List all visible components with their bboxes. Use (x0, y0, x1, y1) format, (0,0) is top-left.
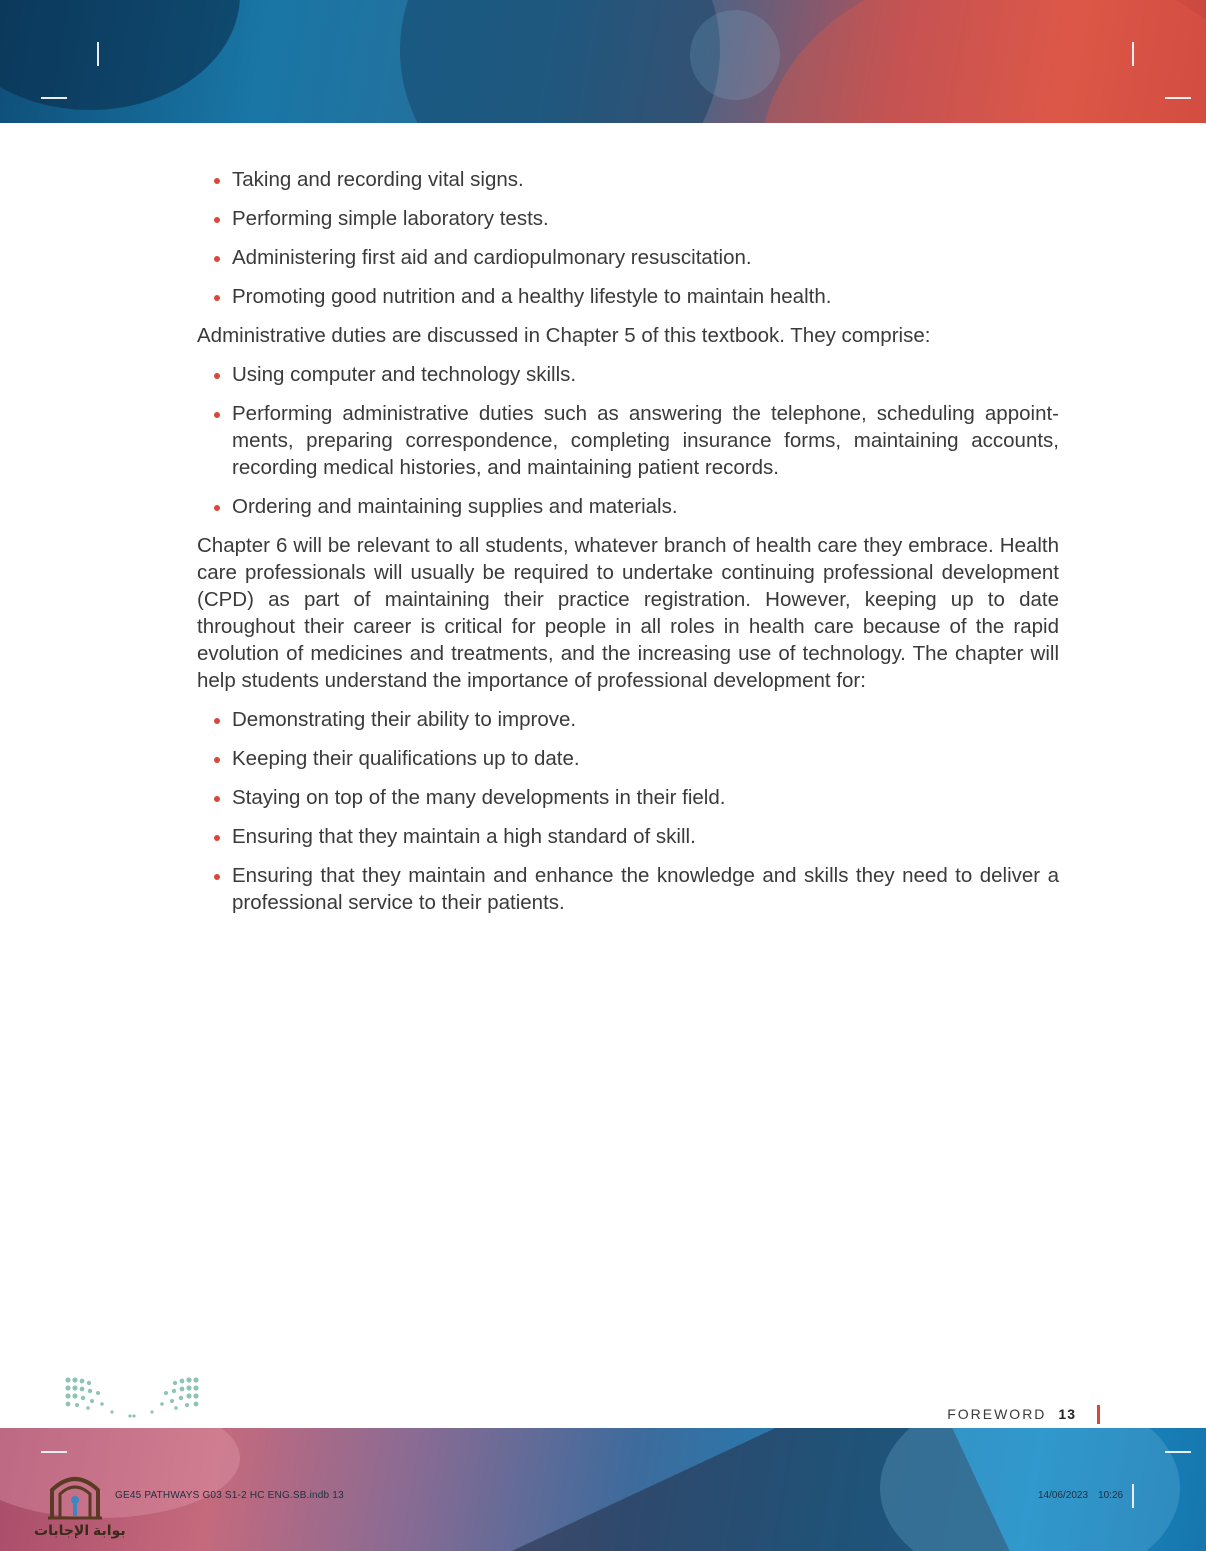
bullet-icon (214, 295, 220, 301)
list-item-text: Ensuring that they maintain and enhance the knowledge and skills they need to deliver a professional service to their patients. (232, 864, 1059, 914)
bullet-icon (214, 178, 220, 184)
bullet-icon (214, 217, 220, 223)
bullet-icon (214, 796, 220, 802)
bullet-icon (214, 718, 220, 724)
list-item (197, 745, 1059, 772)
list-item-text: Ensuring that they maintain a high standard of skill. (232, 825, 696, 848)
page-number: 13 (1058, 1406, 1076, 1422)
list-item (197, 823, 1059, 850)
file-slug: GE45 PATHWAYS G03 S1-2 HC ENG.SB.indb 13 (115, 1490, 344, 1501)
list-item (197, 244, 1059, 271)
crop-mark (1165, 97, 1191, 99)
page-folio (947, 1406, 1076, 1422)
crop-mark (1165, 1451, 1191, 1453)
list-item (197, 784, 1059, 811)
ministry-logo-icon (62, 1374, 202, 1420)
list-item (197, 205, 1059, 232)
list-item-text: Ordering and maintaining supplies and materials. (232, 495, 678, 518)
list-item (197, 493, 1059, 520)
bullet-list-professional-development (197, 706, 1059, 916)
bullet-icon (214, 373, 220, 379)
crop-mark (1132, 1484, 1134, 1508)
list-item-text: Demonstrating their ability to improve. (232, 708, 577, 731)
crop-mark (41, 97, 67, 99)
crop-mark (41, 1451, 67, 1453)
list-item (197, 400, 1059, 481)
list-item-text: Promoting good nutrition and a healthy lifestyle to maintain health. (232, 285, 832, 308)
paragraph-chapter-6: Chapter 6 will be relevant to all students, whatever branch of health care they embrace. Health care professionals will usually be required to undertake continuing professional development (CPD) as part of maintaining their practice registration. However, keeping up to date throughout their career is critical for people in all roles in health care because of the rapid evolution of medicines and treatments, and the increasing use of technology. The chapter will help students understand the importance of professional development for: (197, 534, 1059, 692)
crop-mark (1132, 42, 1134, 66)
bullet-icon (214, 505, 220, 511)
banner-shape (690, 10, 780, 100)
bullet-icon (214, 874, 220, 880)
bullet-icon (214, 757, 220, 763)
list-item-text: Performing administrative duties such as answering the telephone, scheduling appoint-ments, preparing correspondence, completing insurance forms, maintaining accounts, recording medical histories, and maintaining patient records. (232, 402, 1059, 479)
section-label: FOREWORD (947, 1406, 1047, 1422)
print-timestamp (1038, 1490, 1123, 1501)
list-item-text: Administering first aid and cardiopulmonary resuscitation. (232, 246, 752, 269)
page-content (197, 166, 1059, 928)
crop-mark (97, 42, 99, 66)
print-date: 14/06/2023 (1038, 1490, 1089, 1501)
list-item-text: Using computer and technology skills. (232, 363, 577, 386)
list-item-text: Staying on top of the many developments in their field. (232, 786, 726, 809)
list-item-text: Keeping their qualifications up to date. (232, 747, 580, 770)
bullet-icon (214, 835, 220, 841)
list-item-text: Performing simple laboratory tests. (232, 207, 549, 230)
bullet-icon (214, 256, 220, 262)
list-item (197, 706, 1059, 733)
bullet-icon (214, 412, 220, 418)
list-item (197, 862, 1059, 916)
watermark-text: بوابة الإجابات (34, 1522, 126, 1538)
bullet-list-administrative (197, 361, 1059, 520)
list-item (197, 283, 1059, 310)
print-time: 10:26 (1098, 1490, 1124, 1501)
paragraph-administrative: Administrative duties are discussed in Chapter 5 of this textbook. They comprise: (197, 324, 931, 347)
list-item (197, 166, 1059, 193)
banner-shape (880, 1428, 1180, 1551)
banner-shape (760, 0, 1206, 123)
list-item-text: Taking and recording vital signs. (232, 168, 524, 191)
banner-shape (400, 0, 720, 123)
banner-shape (0, 0, 240, 110)
header-banner (0, 0, 1206, 123)
list-item (197, 361, 1059, 388)
bullet-list-clinical (197, 166, 1059, 310)
folio-divider (1097, 1405, 1100, 1424)
